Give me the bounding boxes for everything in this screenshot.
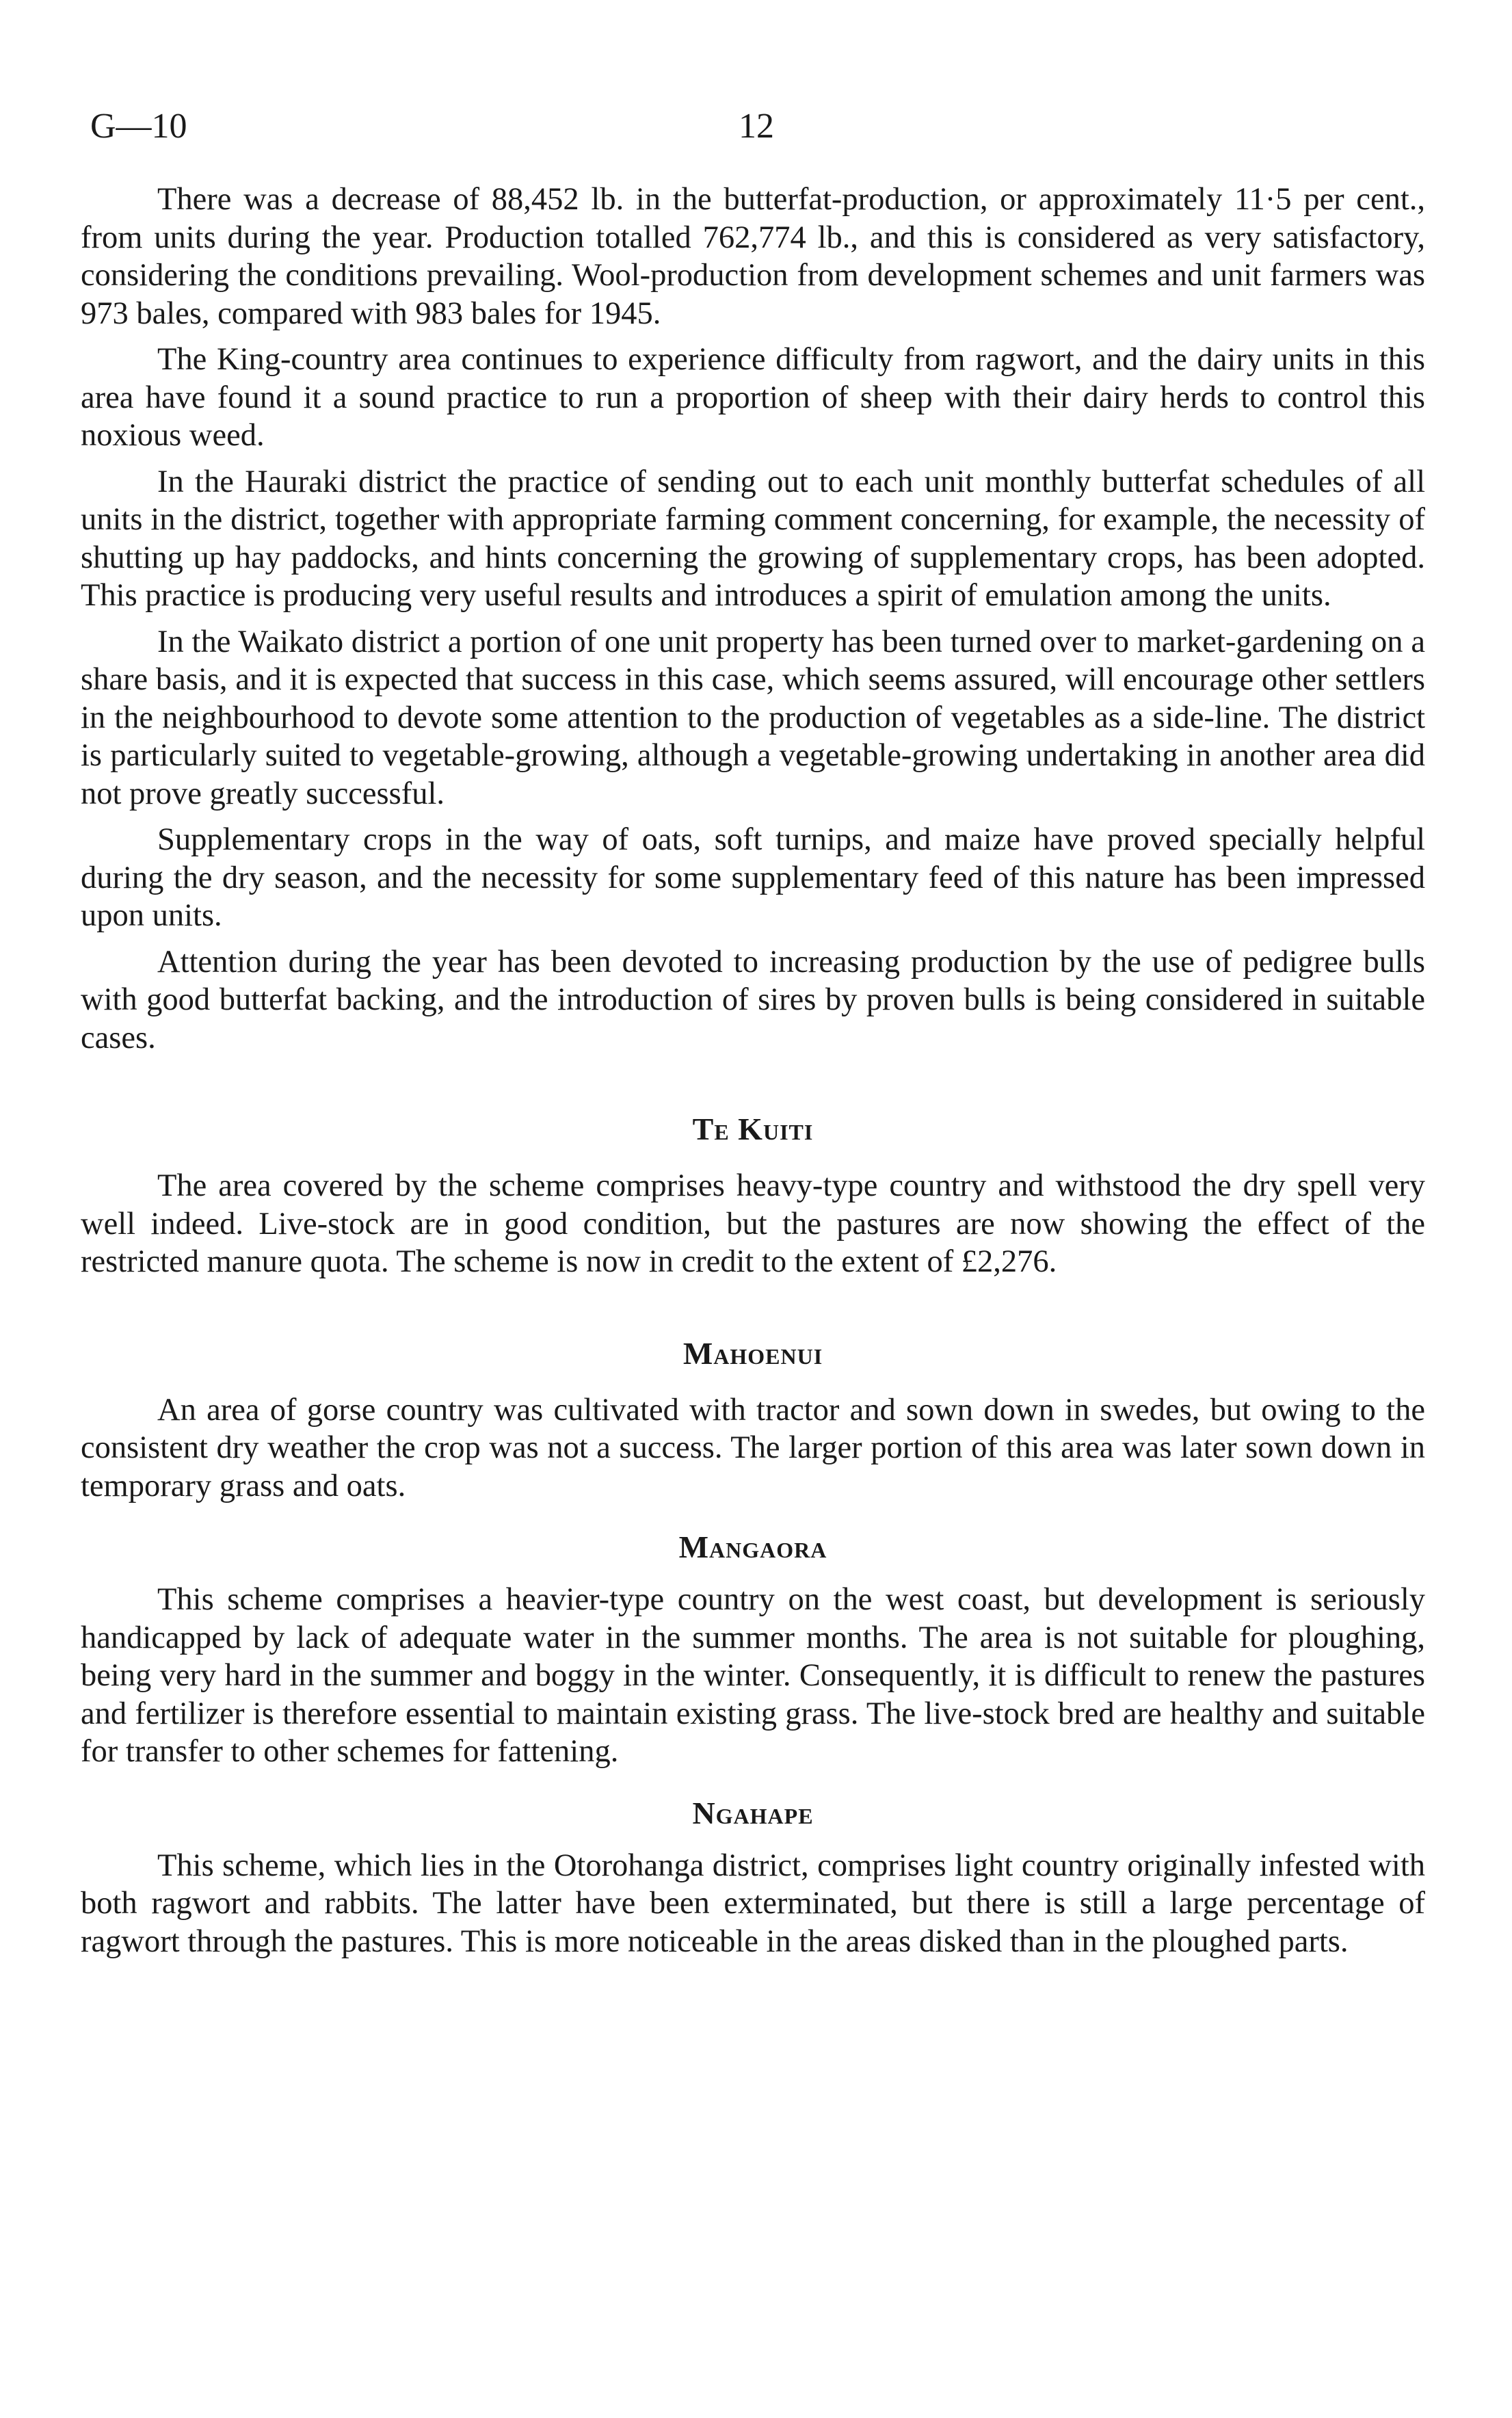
- document-code: G—10: [90, 107, 187, 146]
- page-body: [81, 181, 1425, 1969]
- paragraph-hauraki-district: In the Hauraki district the practice of sending out to each unit monthly butterfat schedules of all units in the district, together with appropriate farming comment concerning, for example, the necessity of shutting up hay paddocks, and hints concerning the growing of supplementary crops, has been adopted. This practice is producing very useful results and introduces a spirit of emulation among the units.: [81, 464, 1425, 613]
- heading-mangaora: Mangaora: [678, 1529, 827, 1564]
- page-header: [0, 103, 1512, 150]
- paragraph-butterfat-production: There was a decrease of 88,452 lb. in the butterfat-production, or approximately 11·5 per cent., from units during the year. Production totalled 762,774 lb., and this is considered as very satisfactory, considering the conditions prevailing. Wool-production from development schemes and unit farmers was 973 bales, compared with 983 bales for 1945.: [81, 182, 1425, 331]
- paragraph-waikato-district: In the Waikato district a portion of one unit property has been turned over to market-gardening on a share basis, and it is expected that success in this case, which seems assured, will encourage other settlers in the neighbourhood to devote some attention to the production of vegetables as a side-line. The district is particularly suited to vegetable-growing, although a vegetable-growing undertaking in another area did not prove greatly successful.: [81, 624, 1425, 811]
- heading-ngahape: Ngahape: [692, 1795, 814, 1830]
- page-number: 12: [739, 107, 774, 146]
- paragraph-ngahape: This scheme, which lies in the Otorohanga district, comprises light country originally infested with both ragwort and rabbits. The latter have been exterminated, but there is still a large percentage of ragwort through the pastures. This is more noticeable in the areas disked than in the ploughed parts.: [81, 1848, 1425, 1959]
- paragraph-mahoenui: An area of gorse country was cultivated with tractor and sown down in swedes, but owing to the consistent dry weather the crop was not a success. The larger portion of this area was later sown down in temporary grass and oats.: [81, 1392, 1425, 1503]
- paragraph-te-kuiti: The area covered by the scheme comprises heavy-type country and withstood the dry spell very well indeed. Live-stock are in good condition, but the pastures are now showing the effect of the restricted manure quota. The scheme is now in credit to the extent of £2,276.: [81, 1168, 1425, 1279]
- paragraph-pedigree-bulls: Attention during the year has been devoted to increasing production by the use of pedigree bulls with good butterfat backing, and the introduction of sires by proven bulls is being considered in suitable cases.: [81, 944, 1425, 1055]
- paragraph-mangaora: This scheme comprises a heavier-type country on the west coast, but development is seriously handicapped by lack of adequate water in the summer months. The area is not suitable for ploughing, being very hard in the summer and boggy in the winter. Consequently, it is difficult to renew the pastures and fertilizer is therefore essential to maintain existing grass. The live-stock bred are healthy and suitable for transfer to other schemes for fattening.: [81, 1582, 1425, 1769]
- heading-te-kuiti: Te Kuiti: [692, 1112, 814, 1146]
- heading-mahoenui: Mahoenui: [682, 1335, 823, 1371]
- paragraph-supplementary-crops: Supplementary crops in the way of oats, soft turnips, and maize have proved specially helpful during the dry season, and the necessity for some supplementary feed of this nature has been impressed upon units.: [81, 822, 1425, 933]
- paragraph-king-country-ragwort: The King-country area continues to experience difficulty from ragwort, and the dairy units in this area have found it a sound practice to run a proportion of sheep with their dairy herds to control this noxious weed.: [81, 342, 1425, 453]
